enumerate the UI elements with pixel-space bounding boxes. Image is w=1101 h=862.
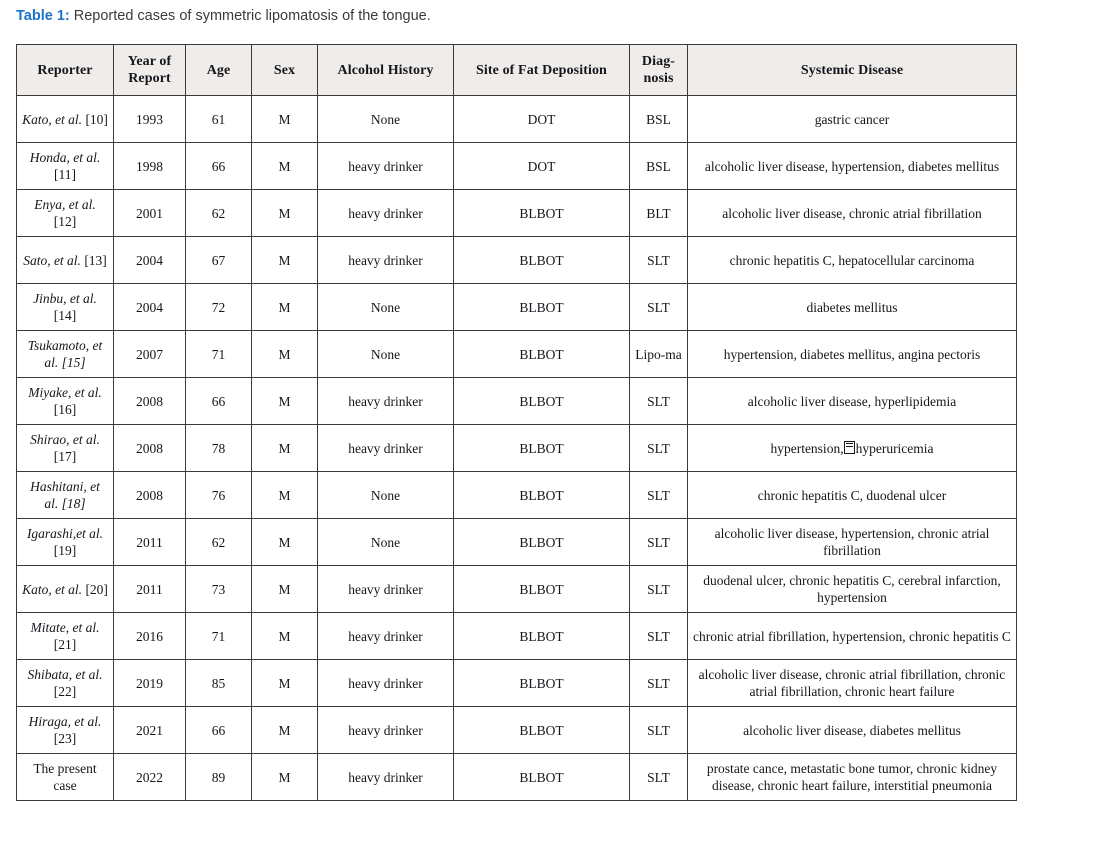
cell-age: 72 xyxy=(186,284,252,331)
cell-diagnosis: Lipo-ma xyxy=(630,331,688,378)
cell-systemic-disease: alcoholic liver disease, hypertension, diabetes mellitus xyxy=(688,143,1017,190)
reporter-reference: [16] xyxy=(53,402,77,417)
cell-sex: M xyxy=(252,237,318,284)
reporter-reference: [19] xyxy=(53,543,77,558)
cell-reporter xyxy=(17,519,114,566)
reporter-name: Igarashi,et al. xyxy=(26,526,104,541)
systemic-disease-text-before: hypertension, xyxy=(770,440,844,456)
reporter-reference: [17] xyxy=(53,449,77,464)
cell-site-of-fat-deposition: BLBOT xyxy=(454,660,630,707)
cell-diagnosis: SLT xyxy=(630,566,688,613)
cell-age: 66 xyxy=(186,707,252,754)
cell-alcohol-history: heavy drinker xyxy=(318,613,454,660)
reporter-reference: [13] xyxy=(84,252,107,268)
cell-site-of-fat-deposition: BLBOT xyxy=(454,519,630,566)
table-row xyxy=(17,472,1017,519)
table-caption xyxy=(16,7,1036,25)
reporter-reference: [21] xyxy=(53,637,77,652)
cell-alcohol-history: heavy drinker xyxy=(318,707,454,754)
cell-year-of-report: 2019 xyxy=(114,660,186,707)
cell-site-of-fat-deposition: BLBOT xyxy=(454,378,630,425)
cell-age: 67 xyxy=(186,237,252,284)
cell-diagnosis: SLT xyxy=(630,472,688,519)
reporter-name: Enya, et al. xyxy=(34,197,96,212)
cell-year-of-report: 2011 xyxy=(114,566,186,613)
table-row xyxy=(17,707,1017,754)
column-header-alcohol-history: Alcohol History xyxy=(318,45,454,96)
cell-diagnosis: SLT xyxy=(630,754,688,801)
cell-year-of-report: 2007 xyxy=(114,331,186,378)
reporter-reference: [12] xyxy=(53,214,77,229)
cell-reporter xyxy=(17,96,114,143)
cell-year-of-report: 2008 xyxy=(114,425,186,472)
cell-sex: M xyxy=(252,472,318,519)
cell-alcohol-history: heavy drinker xyxy=(318,566,454,613)
table-header xyxy=(17,45,1017,96)
reporter-name: Hashitani, et al. [18] xyxy=(30,479,100,511)
cell-site-of-fat-deposition: DOT xyxy=(454,143,630,190)
cell-site-of-fat-deposition: BLBOT xyxy=(454,331,630,378)
cell-diagnosis: SLT xyxy=(630,378,688,425)
cell-age: 62 xyxy=(186,190,252,237)
column-header-reporter: Reporter xyxy=(17,45,114,96)
cell-reporter xyxy=(17,331,114,378)
cell-systemic-disease: alcoholic liver disease, chronic atrial fibrillation xyxy=(688,190,1017,237)
column-header-diagnosis: Diag-nosis xyxy=(630,45,688,96)
table-header-row xyxy=(17,45,1017,96)
cell-age: 62 xyxy=(186,519,252,566)
table-row xyxy=(17,566,1017,613)
cell-diagnosis: SLT xyxy=(630,284,688,331)
table-row xyxy=(17,754,1017,801)
reporter-name: Honda, et al. xyxy=(29,150,101,165)
cell-diagnosis: BSL xyxy=(630,143,688,190)
cell-site-of-fat-deposition: BLBOT xyxy=(454,754,630,801)
cell-site-of-fat-deposition: BLBOT xyxy=(454,707,630,754)
reporter-reference: [11] xyxy=(54,167,76,182)
cell-alcohol-history: heavy drinker xyxy=(318,754,454,801)
cell-site-of-fat-deposition: BLBOT xyxy=(454,613,630,660)
cell-age: 66 xyxy=(186,143,252,190)
table-body xyxy=(17,96,1017,801)
cell-systemic-disease: prostate cance, metastatic bone tumor, chronic kidney disease, chronic heart failure, interstitial pneumonia xyxy=(688,754,1017,801)
table-row xyxy=(17,96,1017,143)
reporter-reference: [20] xyxy=(85,581,108,597)
cell-reporter xyxy=(17,143,114,190)
cell-diagnosis: SLT xyxy=(630,613,688,660)
cell-systemic-disease: chronic hepatitis C, hepatocellular carcinoma xyxy=(688,237,1017,284)
reporter-name: Shirao, et al. xyxy=(30,432,100,447)
cell-reporter xyxy=(17,754,114,801)
cell-age: 71 xyxy=(186,613,252,660)
cell-alcohol-history: heavy drinker xyxy=(318,378,454,425)
cell-year-of-report: 1998 xyxy=(114,143,186,190)
reporter-name: Kato, et al. xyxy=(22,111,83,127)
cell-site-of-fat-deposition: DOT xyxy=(454,96,630,143)
column-header-site-of-fat-deposition: Site of Fat Deposition xyxy=(454,45,630,96)
table-caption-label: Table 1: xyxy=(16,8,70,24)
cell-diagnosis: SLT xyxy=(630,519,688,566)
cell-year-of-report: 2008 xyxy=(114,472,186,519)
cell-reporter xyxy=(17,378,114,425)
cell-alcohol-history: None xyxy=(318,284,454,331)
cell-year-of-report: 1993 xyxy=(114,96,186,143)
cell-reporter xyxy=(17,613,114,660)
column-header-sex: Sex xyxy=(252,45,318,96)
cell-alcohol-history: heavy drinker xyxy=(318,660,454,707)
cell-year-of-report: 2004 xyxy=(114,284,186,331)
cell-reporter xyxy=(17,660,114,707)
table-row xyxy=(17,378,1017,425)
table-row xyxy=(17,237,1017,284)
cell-systemic-disease: chronic atrial fibrillation, hypertension, chronic hepatitis C xyxy=(688,613,1017,660)
cell-year-of-report: 2011 xyxy=(114,519,186,566)
cell-alcohol-history: None xyxy=(318,519,454,566)
cell-alcohol-history: heavy drinker xyxy=(318,237,454,284)
reporter-reference: [10] xyxy=(85,111,108,127)
table-caption-text: Reported cases of symmetric lipomatosis of the tongue. xyxy=(69,8,431,24)
cell-sex: M xyxy=(252,519,318,566)
cell-alcohol-history: None xyxy=(318,472,454,519)
cell-reporter xyxy=(17,237,114,284)
reporter-name: Sato, et al. xyxy=(23,252,81,268)
cell-age: 66 xyxy=(186,378,252,425)
cell-sex: M xyxy=(252,754,318,801)
cell-systemic-disease: alcoholic liver disease, chronic atrial fibrillation, chronic atrial fibrillation, chronic heart failure xyxy=(688,660,1017,707)
cell-systemic-disease: hypertension, diabetes mellitus, angina pectoris xyxy=(688,331,1017,378)
cell-year-of-report: 2004 xyxy=(114,237,186,284)
cell-systemic-disease: diabetes mellitus xyxy=(688,284,1017,331)
reported-cases-table xyxy=(16,44,1017,801)
table-row xyxy=(17,613,1017,660)
cell-age: 71 xyxy=(186,331,252,378)
cell-age: 73 xyxy=(186,566,252,613)
reporter-name: The present case xyxy=(33,761,97,793)
reporter-name: Tsukamoto, et al. [15] xyxy=(27,338,103,370)
cell-alcohol-history: heavy drinker xyxy=(318,143,454,190)
cell-sex: M xyxy=(252,331,318,378)
cell-systemic-disease: chronic hepatitis C, duodenal ulcer xyxy=(688,472,1017,519)
reporter-name: Mitate, et al. xyxy=(30,620,100,635)
cell-age: 76 xyxy=(186,472,252,519)
cell-systemic-disease: alcoholic liver disease, hyperlipidemia xyxy=(688,378,1017,425)
cell-age: 89 xyxy=(186,754,252,801)
cell-diagnosis: SLT xyxy=(630,237,688,284)
cell-sex: M xyxy=(252,613,318,660)
cell-site-of-fat-deposition: BLBOT xyxy=(454,190,630,237)
reporter-reference: [23] xyxy=(53,731,77,746)
cell-reporter xyxy=(17,707,114,754)
cell-reporter xyxy=(17,472,114,519)
cell-year-of-report: 2022 xyxy=(114,754,186,801)
cell-sex: M xyxy=(252,96,318,143)
cell-sex: M xyxy=(252,660,318,707)
reporter-reference: [14] xyxy=(53,308,77,323)
cell-systemic-disease: alcoholic liver disease, diabetes mellitus xyxy=(688,707,1017,754)
column-header-age: Age xyxy=(186,45,252,96)
reporter-name: Shibata, et al. xyxy=(27,667,103,682)
cell-diagnosis: SLT xyxy=(630,660,688,707)
cell-age: 61 xyxy=(186,96,252,143)
cell-age: 85 xyxy=(186,660,252,707)
cell-reporter xyxy=(17,566,114,613)
cell-year-of-report: 2016 xyxy=(114,613,186,660)
cell-diagnosis: BSL xyxy=(630,96,688,143)
cell-sex: M xyxy=(252,284,318,331)
cell-reporter xyxy=(17,190,114,237)
cell-sex: M xyxy=(252,707,318,754)
cell-systemic-disease: duodenal ulcer, chronic hepatitis C, cerebral infarction, hypertension xyxy=(688,566,1017,613)
cell-site-of-fat-deposition: BLBOT xyxy=(454,472,630,519)
cell-sex: M xyxy=(252,190,318,237)
cell-alcohol-history: heavy drinker xyxy=(318,190,454,237)
missing-glyph-icon xyxy=(844,441,855,454)
reporter-reference: [22] xyxy=(53,684,77,699)
cell-sex: M xyxy=(252,425,318,472)
systemic-disease-text-after: hyperuricemia xyxy=(855,440,934,456)
cell-sex: M xyxy=(252,378,318,425)
cell-year-of-report: 2001 xyxy=(114,190,186,237)
cell-year-of-report: 2008 xyxy=(114,378,186,425)
reporter-name: Hiraga, et al. xyxy=(28,714,102,729)
reporter-name: Kato, et al. xyxy=(22,581,83,597)
cell-alcohol-history: None xyxy=(318,96,454,143)
cell-diagnosis: SLT xyxy=(630,425,688,472)
cell-diagnosis: BLT xyxy=(630,190,688,237)
table-container xyxy=(16,44,1016,801)
table-row xyxy=(17,284,1017,331)
cell-diagnosis: SLT xyxy=(630,707,688,754)
cell-systemic-disease: gastric cancer xyxy=(688,96,1017,143)
table-row xyxy=(17,143,1017,190)
cell-site-of-fat-deposition: BLBOT xyxy=(454,425,630,472)
cell-alcohol-history: heavy drinker xyxy=(318,425,454,472)
cell-systemic-disease: alcoholic liver disease, hypertension, chronic atrial fibrillation xyxy=(688,519,1017,566)
table-row xyxy=(17,331,1017,378)
cell-age: 78 xyxy=(186,425,252,472)
cell-alcohol-history: None xyxy=(318,331,454,378)
cell-reporter xyxy=(17,284,114,331)
table-row xyxy=(17,425,1017,472)
cell-sex: M xyxy=(252,566,318,613)
cell-systemic-disease xyxy=(688,425,1017,472)
table-row xyxy=(17,190,1017,237)
cell-sex: M xyxy=(252,143,318,190)
reporter-name: Jinbu, et al. xyxy=(33,291,97,306)
column-header-systemic-disease: Systemic Disease xyxy=(688,45,1017,96)
table-row xyxy=(17,519,1017,566)
cell-site-of-fat-deposition: BLBOT xyxy=(454,237,630,284)
cell-site-of-fat-deposition: BLBOT xyxy=(454,284,630,331)
table-row xyxy=(17,660,1017,707)
cell-year-of-report: 2021 xyxy=(114,707,186,754)
cell-reporter xyxy=(17,425,114,472)
reporter-name: Miyake, et al. xyxy=(28,385,102,400)
column-header-year-of-report: Year of Report xyxy=(114,45,186,96)
cell-site-of-fat-deposition: BLBOT xyxy=(454,566,630,613)
